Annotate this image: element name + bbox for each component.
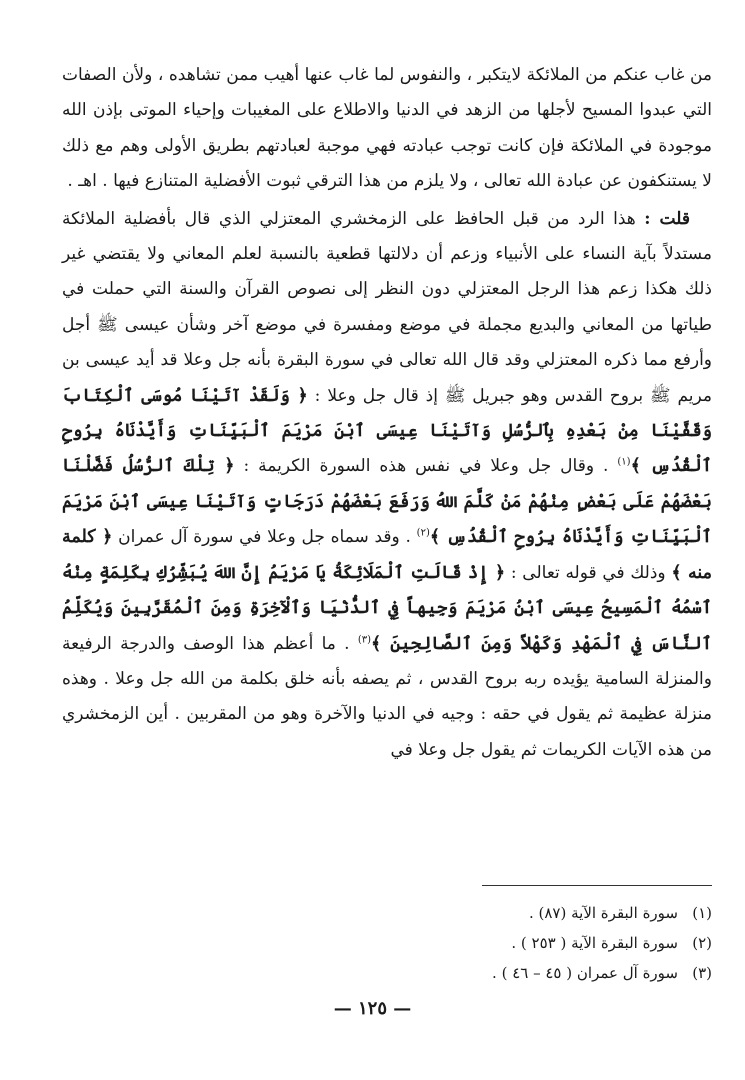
paragraph-label: قلت : (644, 208, 690, 229)
quran-verse: ﴿ إِذْ قَالَتِ ٱلْمَلَائِكَةُ يَا مَرْيَمُ إِنَّ اللهَ يُبَشِّرُكِ بِكَلِمَةٍ مِنْهُ ٱسْمُهُ ٱلْمَسِيحُ عِيسَى ٱبْنُ مَرْيَمَ وَجِيهاً فِي ٱلدُّنْيَا وَٱلْآخِرَةِ وَمِنَ ٱلْمُقَرَّبِينَ وَيُكَلِّمُ ٱلنَّاسَ فِي ٱلْمَهْدِ وَكَهْلاً وَمِنَ ٱلصَّالِحِينَ ﴾ (62, 562, 712, 654)
footnote (312, 898, 712, 928)
paragraph-text: هذا الرد من قبل الحافظ على الزمخشري المعتزلي الذي قال بأفضلية الملائكة مستدلاً بآية النساء على الأنبياء وزعم أن دلالتها قطعية بالنسبة لعلم المعاني ولا يقتضي غير ذلك هكذا زعم هذا الرجل المعتزلي دون النظر إلى نصوص القرآن والسنة التي حملت في طياتها من المعاني والبديع مجملة في موضع ومفسرة في موضع آخر وشأن عيسى ﷺ أجل وأرفع مما ذكره المعتزلي وقد قال الله تعالى في سورة البقرة بأنه جل وعلا قد أيد عيسى بن مريم ﷺ بروح القدس وهو جبريل ﷺ إذ قال جل وعلا : (62, 208, 713, 406)
footnote-text: سورة البقرة الآية ( ٢٥٣ ) . (511, 934, 678, 952)
paragraph-1: من غاب عنكم من الملائكة لايتكبر ، والنفوس لما غاب عنها أهيب ممن تشاهده ، ولأن الصفات التي عبدوا المسيح لأجلها من الزهد في الدنيا والاطلاع على المغيبات وإحياء الموتى بإذن الله موجودة في الملائكة فإن كانت توجب عبادته فهي موجبة لعبادتهم بطريق الأولى وهم مع ذلك لا يستنكفون عن عبادة الله تعالى ، ولا يلزم من هذا الترقي ثبوت الأفضلية المتنازع فيها . اهـ . (62, 65, 712, 192)
footnote-ref: (٢) (416, 527, 430, 539)
page-number: — ١٢٥ — (333, 998, 412, 1019)
paragraph-text: وذلك في قوله تعالى : (505, 562, 672, 583)
footnotes (312, 898, 712, 988)
footnote-divider (482, 885, 712, 886)
page-body (62, 58, 712, 768)
footnote-number: (١) (692, 904, 712, 922)
paragraph-2 (62, 202, 712, 769)
paragraph-text: . ما أعظم هذا الوصف والدرجة الرفيعة والمنزلة السامية يؤيده ربه بروح القدس ، ثم يصفه بأنه خلق بكلمة من الله جل وعلا . وهذه منزلة عظيمة ثم يقول في حقه : وجيه في الدنيا والآخرة وهو من المقربين . أين الزمخشري من هذه الآيات الكريمات ثم يقول جل وعلا في (62, 633, 712, 760)
footnote (312, 958, 712, 988)
quran-verse: ﴿ وَلَقَدْ آتَيْنَا مُوسَى ٱلْكِتَابَ وَقَفَّيْنَا مِنْ بَعْدِهِ بِٱلرُّسُلِ وَآتَيْنَا عِيسَى ٱبْنَ مَرْيَمَ ٱلْبَيِّنَاتِ وَأَيَّدْنَاهُ بِرُوحِ ٱلْقُدُسِ ﴾ (62, 385, 712, 477)
footnote-number: (٢) (692, 934, 712, 952)
footnote-ref: (١) (617, 456, 631, 468)
footnote-text: سورة آل عمران ( ٤٥ – ٤٦ ) . (492, 964, 678, 982)
paragraph-text: . وقد سماه جل وعلا في سورة آل عمران (112, 527, 417, 548)
footnote-text: سورة البقرة الآية (٨٧) . (528, 904, 678, 922)
quran-phrase: ﴿ كلمة منه ﴾ (62, 527, 712, 583)
footnote (312, 928, 712, 958)
footnote-number: (٣) (692, 964, 712, 982)
paragraph-text: . وقال جل وعلا في نفس هذه السورة الكريمة : (234, 456, 618, 477)
footnote-ref: (٣) (357, 633, 372, 645)
quran-verse: ﴿ تِلْكَ ٱلرُّسُلُ فَضَّلْنَا بَعْضَهُمْ عَلَى بَعْضٍ مِنْهُمْ مَنْ كَلَّمَ اللهُ وَرَفَعَ بَعْضَهُمْ دَرَجَاتٍ وَآتَيْنَا عِيسَى ٱبْنَ مَرْيَمَ ٱلْبَيِّنَاتِ وَأَيَّدْنَاهُ بِرُوحِ ٱلْقُدُسِ ﴾ (62, 456, 712, 548)
